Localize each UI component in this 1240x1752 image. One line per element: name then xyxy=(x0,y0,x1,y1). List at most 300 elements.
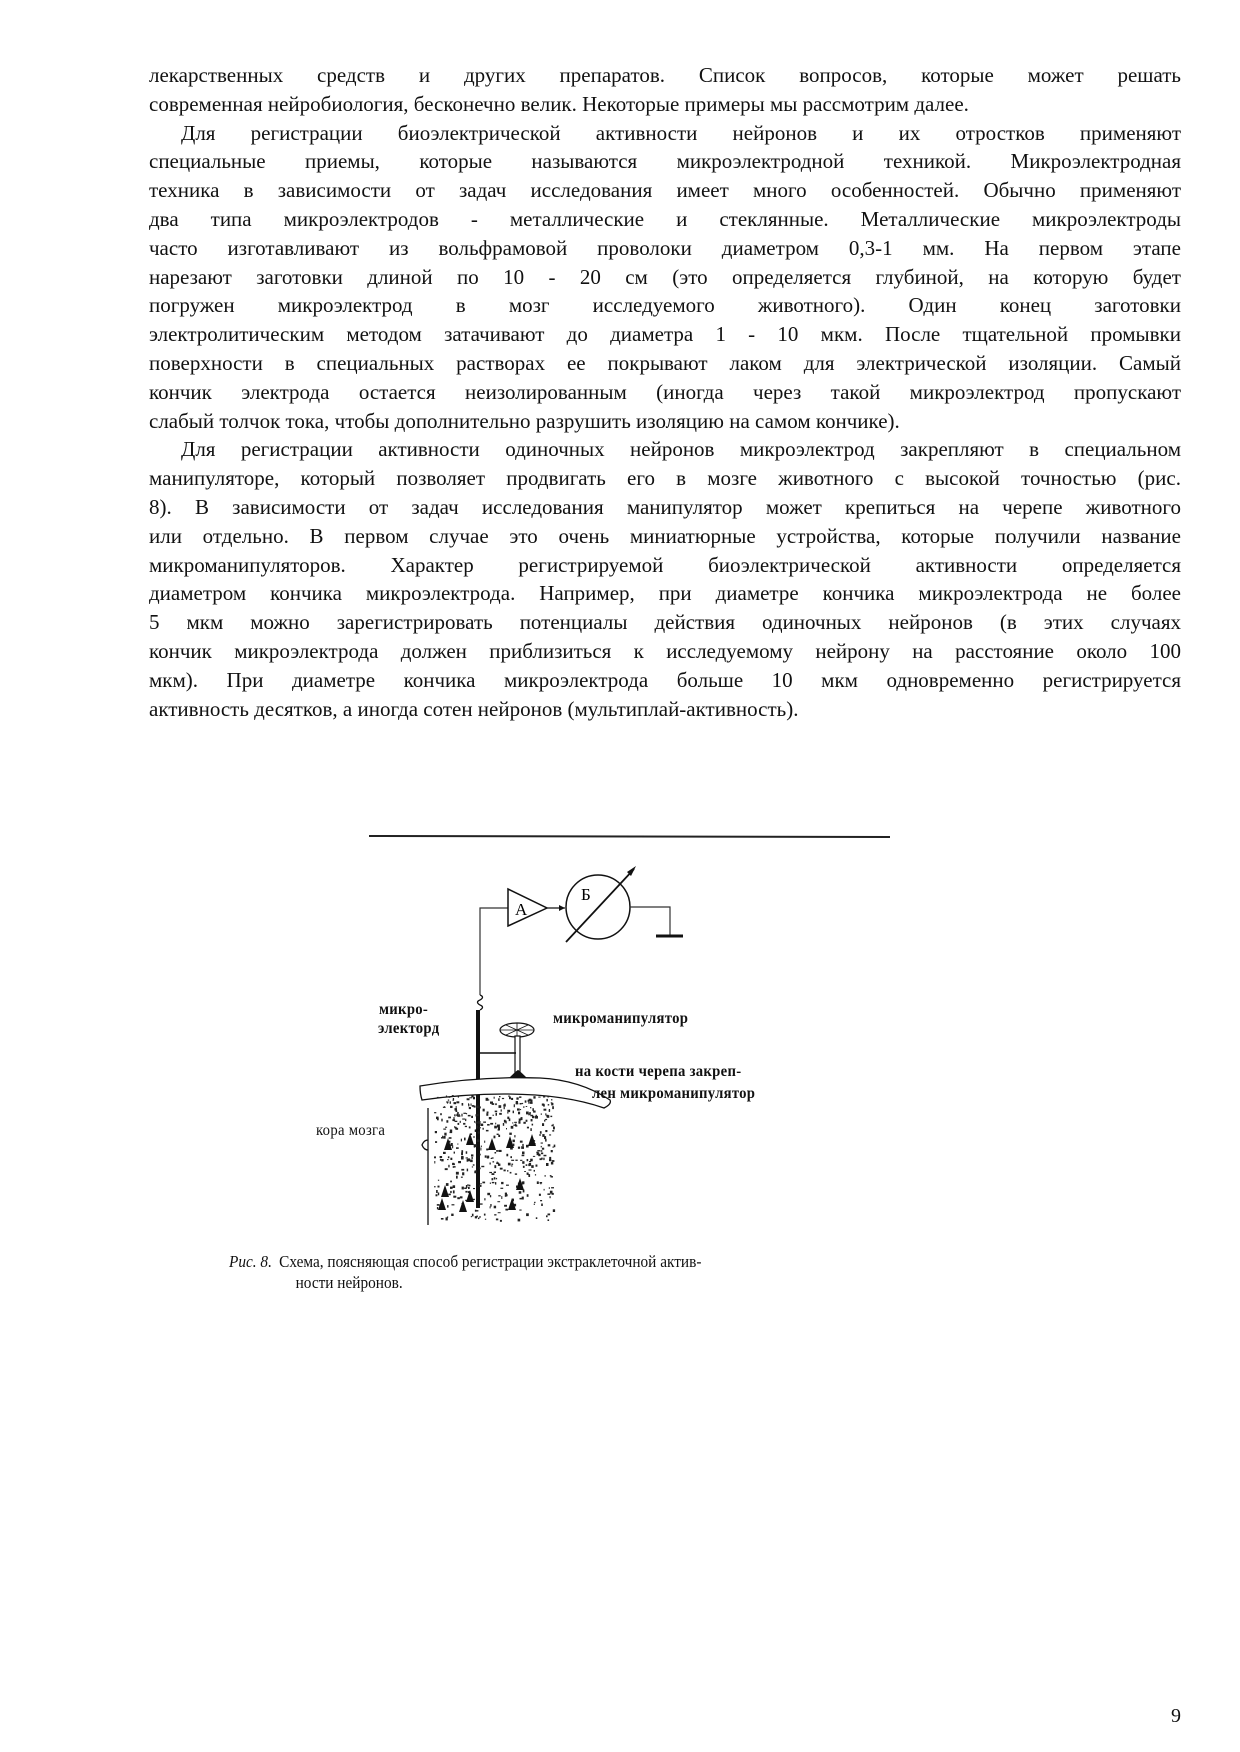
tissue-dot xyxy=(494,1177,496,1179)
tissue-dot xyxy=(534,1202,535,1203)
text-line: 5 мкм можно зарегистрировать потенциалы действия одиночных нейронов (в этих случаях xyxy=(149,610,1181,635)
tissue-dot xyxy=(516,1103,519,1105)
tissue-dot xyxy=(498,1212,501,1213)
tissue-dot xyxy=(484,1198,485,1200)
tissue-dot xyxy=(546,1099,548,1102)
tissue-dot xyxy=(518,1112,520,1115)
tissue-dot xyxy=(507,1111,508,1113)
tissue-dot xyxy=(528,1100,530,1102)
text-line: современная нейробиология, бесконечно велик. Некоторые примеры мы рассмотрим далее. xyxy=(149,91,969,116)
tissue-dot xyxy=(542,1148,544,1150)
tissue-dot xyxy=(507,1117,509,1119)
tissue-dot xyxy=(450,1106,452,1108)
tissue-dot xyxy=(446,1217,448,1220)
tissue-dot xyxy=(461,1156,464,1158)
tissue-dot xyxy=(462,1172,464,1175)
tissue-dot xyxy=(510,1156,512,1158)
label-micromanipulator: микроманипулятор xyxy=(553,1010,689,1027)
tissue-dot xyxy=(527,1194,529,1197)
tissue-dot xyxy=(496,1219,498,1221)
tissue-dot xyxy=(515,1160,517,1161)
text-line: погружен микроэлектрод в мозг исследуемого животного). Один конец заготовки xyxy=(149,293,1181,318)
tissue-dot xyxy=(490,1195,491,1197)
tissue-dot xyxy=(461,1177,463,1178)
tissue-dot xyxy=(552,1130,554,1132)
tissue-dot xyxy=(522,1161,524,1164)
tissue-dot xyxy=(453,1098,454,1100)
tissue-dot xyxy=(481,1166,484,1167)
tissue-dot xyxy=(476,1126,478,1129)
tissue-dot xyxy=(505,1209,508,1211)
tissue-dot xyxy=(511,1098,513,1100)
caption-line-2: ности нейронов. xyxy=(295,1273,403,1292)
tissue-dot xyxy=(456,1101,459,1103)
tissue-dot xyxy=(440,1159,441,1161)
tissue-dot xyxy=(478,1121,480,1124)
tissue-dot xyxy=(480,1106,481,1108)
tissue-dot xyxy=(467,1098,470,1100)
tissue-dot xyxy=(496,1163,499,1165)
tissue-dot xyxy=(536,1165,538,1167)
tissue-dot xyxy=(540,1200,542,1201)
tissue-dot xyxy=(448,1194,451,1196)
tissue-dot xyxy=(478,1131,480,1133)
tissue-dot xyxy=(518,1219,521,1222)
tissue-dot xyxy=(479,1154,480,1156)
tissue-dot xyxy=(478,1218,479,1220)
tissue-dot xyxy=(438,1180,439,1181)
tissue-dot xyxy=(525,1100,527,1102)
tissue-dot xyxy=(553,1127,555,1130)
tissue-dot xyxy=(446,1183,449,1186)
tissue-dot xyxy=(545,1175,546,1176)
tissue-dot xyxy=(550,1116,552,1117)
tissue-dot xyxy=(548,1144,551,1146)
tissue-dot xyxy=(529,1169,532,1170)
tissue-dot xyxy=(445,1168,448,1170)
tissue-dot xyxy=(541,1153,543,1155)
text-line: Для регистрации биоэлектрической активности нейронов и их отростков применяют xyxy=(181,120,1181,145)
tissue-dot xyxy=(476,1106,478,1109)
tissue-dot xyxy=(508,1163,511,1166)
tissue-dot xyxy=(484,1141,485,1143)
tissue-dot xyxy=(503,1123,504,1126)
tissue-dot xyxy=(553,1146,554,1148)
tissue-dot xyxy=(475,1216,477,1218)
tissue-dot xyxy=(492,1173,495,1175)
tissue-dot xyxy=(513,1125,516,1126)
tissue-dot xyxy=(552,1160,555,1162)
neuron-icon xyxy=(528,1134,536,1146)
tissue-dot xyxy=(452,1095,454,1097)
brain-cortex-tissue xyxy=(434,1095,555,1222)
tissue-dot xyxy=(530,1107,531,1108)
label-skull-2: лен микроманипулятор xyxy=(592,1085,756,1102)
tissue-dot xyxy=(509,1133,512,1135)
tissue-dot xyxy=(536,1217,538,1219)
tissue-dot xyxy=(504,1107,505,1110)
tissue-dot xyxy=(462,1103,464,1106)
tissue-dot xyxy=(495,1182,496,1185)
tissue-dot xyxy=(545,1130,547,1132)
tissue-dot xyxy=(530,1100,532,1103)
text-line: специальные приемы, которые называются микроэлектродной техникой. Микроэлектродная xyxy=(149,149,1181,174)
tissue-dot xyxy=(466,1113,467,1114)
tissue-dot xyxy=(521,1146,524,1149)
tissue-dot xyxy=(541,1114,542,1115)
tissue-dot xyxy=(483,1122,486,1123)
tissue-dot xyxy=(472,1166,473,1167)
tissue-dot xyxy=(455,1128,458,1130)
tissue-dot xyxy=(510,1172,512,1174)
tissue-dot xyxy=(446,1120,448,1123)
tissue-dot xyxy=(443,1107,446,1108)
tissue-dot xyxy=(437,1204,440,1206)
tissue-dot xyxy=(452,1163,454,1165)
tissue-dot xyxy=(533,1156,535,1157)
tissue-dot xyxy=(471,1104,472,1106)
tissue-dot xyxy=(497,1125,500,1128)
tissue-dot xyxy=(524,1171,526,1172)
tissue-dot xyxy=(512,1122,513,1123)
tissue-dot xyxy=(522,1152,525,1155)
tissue-dot xyxy=(497,1201,500,1202)
tissue-dot xyxy=(452,1145,453,1148)
tissue-dot xyxy=(450,1143,451,1146)
tissue-dot xyxy=(514,1135,515,1137)
text-line: диаметром кончика микроэлектрода. Например, при диаметре кончика микроэлектрода не более xyxy=(149,581,1181,606)
tissue-dot xyxy=(538,1097,540,1098)
tissue-dot xyxy=(501,1109,502,1111)
tissue-dot xyxy=(451,1214,453,1216)
tissue-dot xyxy=(487,1193,490,1195)
tissue-dot xyxy=(437,1207,438,1209)
tissue-dot xyxy=(479,1127,481,1128)
tissue-dot xyxy=(458,1123,460,1125)
tissue-dot xyxy=(466,1151,468,1154)
tissue-dot xyxy=(522,1155,525,1157)
tissue-dot xyxy=(489,1117,492,1119)
tissue-dot xyxy=(441,1159,443,1161)
tissue-dot xyxy=(551,1150,553,1152)
tissue-dot xyxy=(486,1130,489,1132)
tissue-dot xyxy=(513,1140,515,1143)
tissue-dot xyxy=(450,1191,452,1193)
tissue-dot xyxy=(500,1188,503,1189)
tissue-dot xyxy=(461,1139,462,1142)
tissue-dot xyxy=(490,1183,491,1184)
tissue-dot xyxy=(547,1096,549,1098)
tissue-dot xyxy=(544,1120,545,1122)
tissue-dot xyxy=(495,1152,497,1154)
tissue-dot xyxy=(434,1112,436,1113)
tissue-dot xyxy=(515,1173,517,1174)
tissue-dot xyxy=(540,1131,542,1134)
tissue-dot xyxy=(454,1114,455,1116)
tissue-dot xyxy=(453,1190,455,1193)
tissue-dot xyxy=(438,1193,439,1196)
tissue-dot xyxy=(440,1113,442,1115)
text-line: или отдельно. В первом случае это очень миниатюрные устройства, которые получили название xyxy=(149,523,1181,548)
tissue-dot xyxy=(458,1096,459,1097)
tissue-dot xyxy=(548,1214,551,1216)
tissue-dot xyxy=(549,1157,551,1160)
electrode-wire xyxy=(480,908,508,995)
text-line: слабый толчок тока, чтобы дополнительно разрушить изоляцию на самом кончике). xyxy=(149,408,900,433)
tissue-dot xyxy=(498,1129,500,1130)
tissue-dot xyxy=(530,1128,531,1131)
tissue-dot xyxy=(528,1102,531,1103)
tissue-dot xyxy=(532,1108,534,1111)
tissue-dot xyxy=(544,1155,547,1157)
tissue-dot xyxy=(542,1104,545,1106)
tissue-dot xyxy=(461,1169,464,1171)
tissue-dot xyxy=(446,1096,447,1098)
tissue-dot xyxy=(470,1160,473,1163)
tissue-dot xyxy=(552,1106,554,1109)
tissue-dot xyxy=(486,1149,488,1151)
tissue-dot xyxy=(480,1148,481,1151)
tissue-dot xyxy=(534,1170,535,1172)
neuron-icon xyxy=(466,1133,474,1145)
tissue-dot xyxy=(541,1146,542,1148)
tissue-dot xyxy=(552,1193,554,1195)
tissue-dot xyxy=(486,1113,488,1116)
tissue-dot xyxy=(474,1106,476,1108)
tissue-dot xyxy=(541,1204,543,1207)
tissue-dot xyxy=(526,1213,529,1216)
tissue-dot xyxy=(465,1119,466,1121)
tissue-dot xyxy=(480,1183,481,1184)
tissue-dot xyxy=(438,1186,440,1188)
tissue-dot xyxy=(455,1121,458,1122)
tissue-dot xyxy=(509,1097,511,1100)
tissue-dot xyxy=(532,1116,535,1118)
tissue-dot xyxy=(485,1155,487,1157)
text-line: часто изготавливают из вольфрамовой проволоки диаметром 0,3-1 мм. На первом этапе xyxy=(149,235,1181,260)
tissue-dot xyxy=(506,1154,508,1157)
tissue-dot xyxy=(443,1129,446,1130)
tissue-dot xyxy=(529,1161,531,1162)
tissue-dot xyxy=(551,1103,553,1106)
tissue-dot xyxy=(520,1103,522,1105)
tissue-dot xyxy=(511,1126,514,1129)
text-line: кончик электрода остается неизолированным (иногда через такой микроэлектрод пропускают xyxy=(149,379,1181,404)
neuron-icon xyxy=(438,1198,446,1210)
tissue-dot xyxy=(460,1121,461,1123)
text-line: нарезают заготовки длиной по 10 - 20 см (это определяется глубиной, на которую будет xyxy=(149,264,1181,289)
tissue-dot xyxy=(456,1172,459,1175)
tissue-dot xyxy=(485,1219,486,1220)
tissue-dot xyxy=(474,1121,475,1123)
tissue-dot xyxy=(476,1114,477,1116)
page-number: 9 xyxy=(1171,1705,1181,1727)
tissue-dot xyxy=(454,1196,455,1198)
tissue-dot xyxy=(541,1143,543,1144)
tissue-dot xyxy=(471,1216,472,1217)
tissue-dot xyxy=(436,1194,438,1196)
tissue-dot xyxy=(450,1158,452,1160)
tissue-dot xyxy=(496,1150,499,1152)
tissue-dot xyxy=(450,1181,452,1183)
tissue-dot xyxy=(516,1097,518,1099)
tissue-dot xyxy=(529,1112,531,1115)
tissue-dot xyxy=(534,1204,535,1205)
tissue-dot xyxy=(482,1182,485,1184)
figure-caption xyxy=(229,1251,701,1293)
micromanipulator xyxy=(478,1023,534,1080)
tissue-dot xyxy=(480,1203,483,1204)
tissue-dot xyxy=(457,1197,460,1199)
tissue-dot xyxy=(544,1189,545,1191)
tissue-dot xyxy=(545,1113,546,1115)
tissue-dot xyxy=(455,1108,458,1111)
tissue-dot xyxy=(434,1186,435,1187)
tissue-dot xyxy=(508,1110,510,1112)
tissue-dot xyxy=(480,1124,483,1126)
tissue-dot xyxy=(519,1119,521,1122)
tissue-dot xyxy=(458,1161,461,1163)
tissue-dot xyxy=(531,1119,533,1121)
tissue-dot xyxy=(475,1170,477,1173)
tissue-dot xyxy=(468,1104,469,1106)
tissue-dot xyxy=(457,1112,459,1114)
tissue-dot xyxy=(499,1113,502,1115)
tissue-dot xyxy=(436,1117,439,1120)
tissue-dot xyxy=(488,1099,489,1100)
text-line: лекарственных средств и других препаратов. Список вопросов, которые может решать xyxy=(149,63,1181,87)
tissue-dot xyxy=(550,1175,552,1176)
tissue-dot xyxy=(522,1197,524,1200)
tissue-dot xyxy=(543,1158,544,1160)
tissue-dot xyxy=(531,1165,534,1168)
tissue-dot xyxy=(474,1144,477,1147)
tissue-dot xyxy=(494,1126,497,1129)
text-line: два типа микроэлектродов - металлические и стеклянные. Металлические микроэлектроды xyxy=(149,206,1181,231)
tissue-dot xyxy=(549,1134,551,1135)
tissue-dot xyxy=(535,1116,538,1119)
tissue-dot xyxy=(528,1174,530,1177)
text-line: манипуляторе, который позволяет продвигать его в мозге животного с высокой точностью (рис. xyxy=(149,466,1181,491)
neuron-icon xyxy=(488,1138,496,1150)
amplifier-icon xyxy=(508,889,547,926)
tissue-dot xyxy=(490,1206,491,1208)
tissue-dot xyxy=(477,1114,479,1116)
tissue-dot xyxy=(473,1164,475,1165)
label-cortex: кора мозга xyxy=(316,1122,386,1139)
tissue-dot xyxy=(523,1166,525,1168)
tissue-dot xyxy=(435,1141,437,1143)
tissue-dot xyxy=(549,1187,550,1189)
label-electrode: электорд xyxy=(378,1020,440,1037)
tissue-dot xyxy=(463,1113,466,1114)
tissue-dot xyxy=(553,1209,555,1212)
tissue-dot xyxy=(489,1172,492,1173)
tissue-dot xyxy=(517,1108,520,1110)
tissue-dot xyxy=(539,1194,541,1196)
text-line: электролитическим методом затачивают до диаметра 1 - 10 мкм. После тщательной промывки xyxy=(149,322,1181,347)
tissue-dot xyxy=(506,1121,507,1124)
tissue-dot xyxy=(434,1161,435,1164)
tissue-dot xyxy=(553,1124,554,1126)
tissue-dot xyxy=(502,1098,504,1099)
label-skull-1: на кости черепа закреп- xyxy=(575,1063,742,1080)
tissue-dot xyxy=(514,1104,515,1107)
tissue-dot xyxy=(448,1156,450,1158)
tissue-dot xyxy=(484,1214,486,1216)
tissue-dot xyxy=(513,1111,514,1114)
tissue-dot xyxy=(526,1106,528,1107)
tissue-dot xyxy=(507,1170,508,1172)
tissue-dot xyxy=(445,1127,447,1128)
tissue-dot xyxy=(551,1099,552,1100)
tissue-dot xyxy=(472,1157,473,1159)
tissue-dot xyxy=(504,1104,505,1106)
tissue-dot xyxy=(456,1111,458,1113)
tissue-dot xyxy=(450,1132,453,1133)
tissue-dot xyxy=(539,1134,541,1135)
tissue-dot xyxy=(535,1174,536,1175)
tissue-dot xyxy=(548,1104,550,1105)
text-line: поверхности в специальных растворах ее покрывают лаком для электрической изоляции. Самый xyxy=(149,350,1181,375)
tissue-dot xyxy=(522,1103,524,1104)
text-line: кончик микроэлектрода должен приблизиться к исследуемому нейрону на расстояние около 100 xyxy=(149,638,1181,663)
tissue-dot xyxy=(519,1096,521,1098)
tissue-dot xyxy=(447,1217,448,1218)
text-line: Для регистрации активности одиночных нейронов микроэлектрод закрепляют в специальном xyxy=(181,437,1181,462)
recorder-label: Б xyxy=(581,885,591,904)
tissue-dot xyxy=(483,1109,485,1112)
tissue-dot xyxy=(518,1121,520,1124)
tissue-dot xyxy=(546,1115,548,1117)
tissue-dot xyxy=(554,1145,556,1148)
tissue-dot xyxy=(471,1116,473,1118)
tissue-dot xyxy=(479,1185,482,1187)
tissue-dot xyxy=(469,1097,472,1098)
tissue-dot xyxy=(477,1139,480,1142)
tissue-dot xyxy=(437,1097,439,1099)
tissue-dot xyxy=(450,1187,453,1189)
tissue-dot xyxy=(448,1117,451,1119)
tissue-dot xyxy=(511,1160,514,1161)
cortex-brace xyxy=(422,1108,428,1225)
tissue-dot xyxy=(476,1210,478,1211)
tissue-dot xyxy=(440,1156,443,1158)
text-line: 8). В зависимости от задач исследования манипулятор может крепиться на черепе животного xyxy=(149,494,1181,519)
tissue-dot xyxy=(448,1165,449,1168)
text-line: техника в зависимости от задач исследования имеет много особенностей. Обычно применяют xyxy=(149,178,1181,203)
tissue-dot xyxy=(490,1123,493,1125)
tissue-dot xyxy=(540,1182,543,1184)
tissue-dot xyxy=(492,1178,494,1180)
tissue-dot xyxy=(544,1109,547,1111)
tissue-dot xyxy=(496,1178,497,1179)
tissue-dot xyxy=(475,1130,476,1132)
tissue-dot xyxy=(545,1139,547,1142)
tissue-dot xyxy=(483,1128,484,1130)
tissue-dot xyxy=(472,1214,474,1217)
tissue-dot xyxy=(538,1154,540,1156)
tissue-dot xyxy=(494,1172,496,1174)
tissue-dot xyxy=(456,1176,458,1179)
tissue-dot xyxy=(527,1173,529,1175)
tissue-dot xyxy=(492,1157,494,1158)
tissue-dot xyxy=(449,1097,451,1098)
tissue-dot xyxy=(497,1162,498,1163)
tissue-dot xyxy=(453,1185,456,1188)
tissue-dot xyxy=(458,1115,461,1117)
tissue-dot xyxy=(546,1215,548,1217)
